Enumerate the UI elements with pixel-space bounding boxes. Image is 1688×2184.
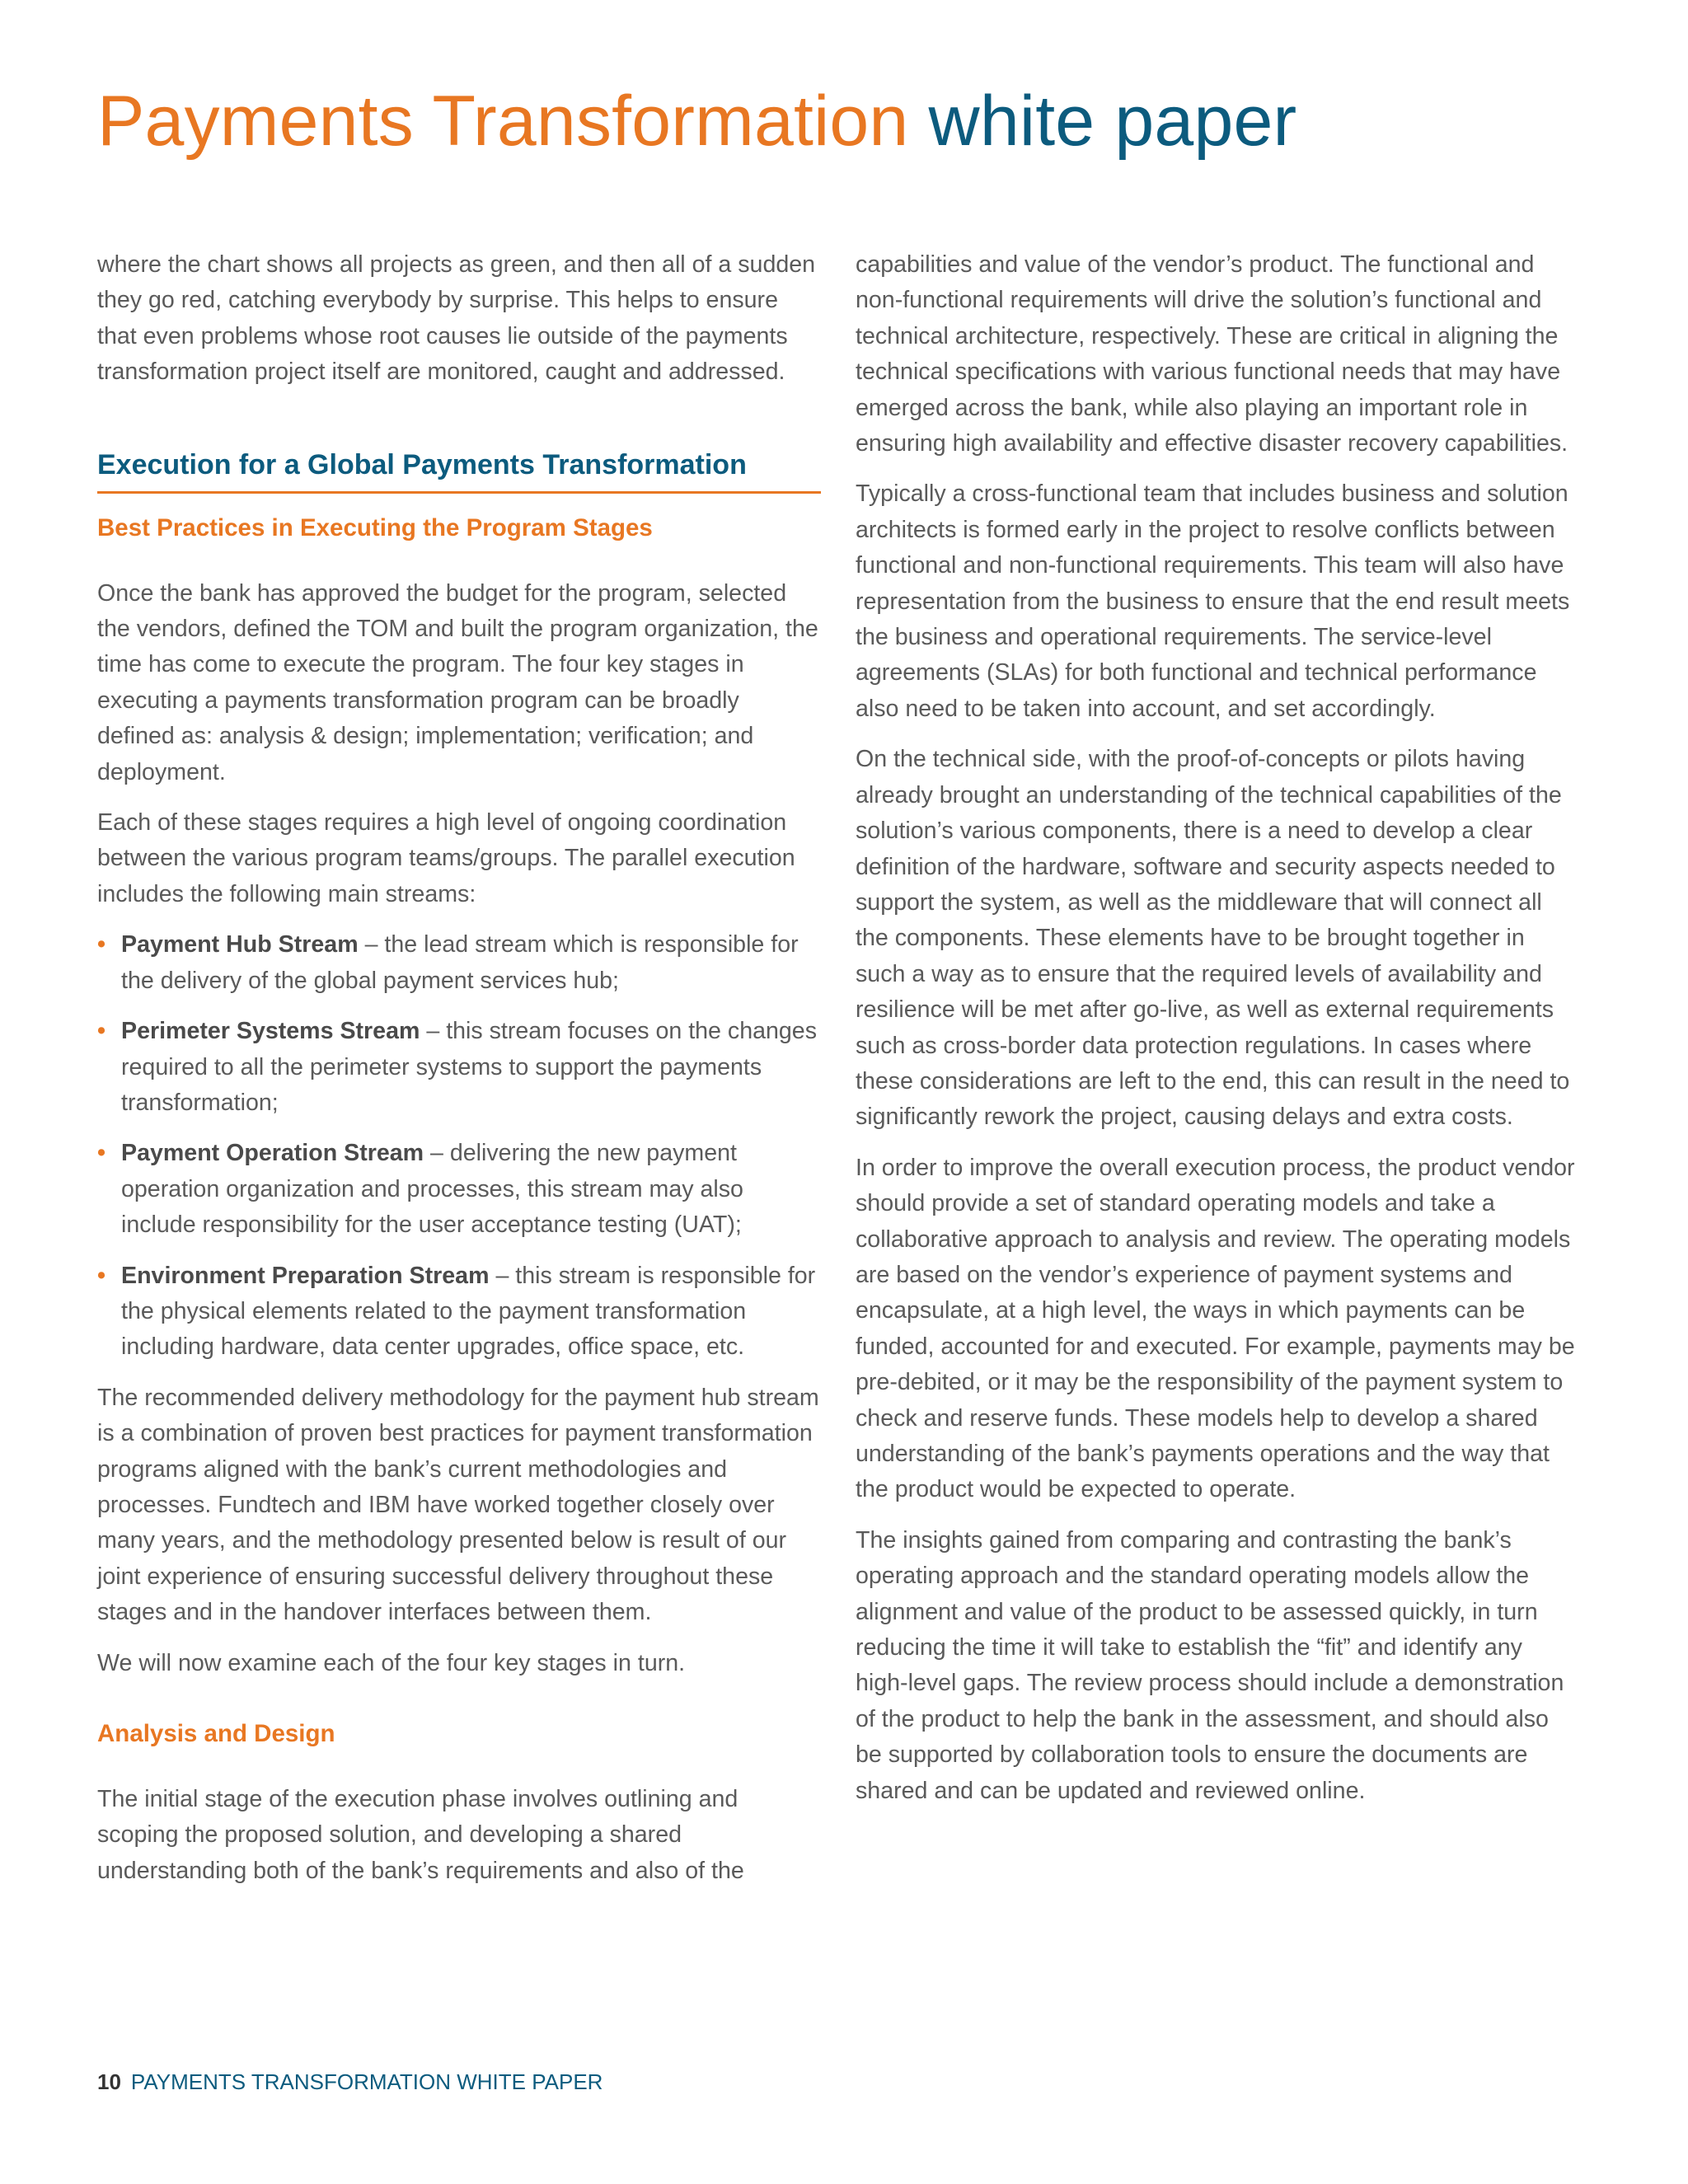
body-paragraph: Each of these stages requires a high level of ongoing coordination between the various program teams/groups. The parallel execution includes the following main streams: xyxy=(97,809,795,907)
page-title-blue: white paper xyxy=(928,82,1297,161)
intro-paragraph: where the chart shows all projects as green, and then all of a sudden they go red, catching everybody by surprise. This helps to ensure that even problems whose root causes lie outside of the payments transformation project itself are monitored, caught and addressed. xyxy=(97,251,816,386)
page-title xyxy=(97,81,1296,162)
bullet-term: Environment Preparation Stream xyxy=(121,1262,490,1289)
bullet-term: Perimeter Systems Stream xyxy=(121,1018,420,1045)
page-number: 10 xyxy=(97,2069,121,2094)
bullet-text: – this stream is responsible for the physical elements related to the payment transformation including hardware, data center upgrades, office space, etc. xyxy=(121,1262,816,1361)
sub-heading-analysis-design: Analysis and Design xyxy=(97,1720,335,1747)
body-paragraph: We will now examine each of the four key stages in turn. xyxy=(97,1649,686,1676)
body-paragraph: On the technical side, with the proof-of-concepts or pilots having already brought an understanding of the technical capabilities of the solution’s various components, there is a need to develop a clear definition of the hardware, software and security aspects needed to support the system, as well as the middleware that will connect all the components. These elements have to be brought together in such a way as to ensure that the required levels of availability and resilience will be met after go-live, as well as external requirements such as cross-border data protection regulations. In cases where these considerations are left to the end, this can result in the need to significantly rework the project, causing delays and extra costs. xyxy=(856,746,1570,1131)
right-column xyxy=(856,247,1581,1824)
section-heading: Execution for a Global Payments Transformation xyxy=(97,445,821,494)
bullet-text: – this stream focuses on the changes required to all the perimeter systems to support the payments transformation; xyxy=(121,1018,818,1116)
list-item xyxy=(97,1014,821,1121)
bullet-term: Payment Hub Stream xyxy=(121,931,359,958)
bullet-term: Payment Operation Stream xyxy=(121,1140,424,1167)
body-paragraph: capabilities and value of the vendor’s product. The functional and non-functional requirements will drive the solution’s functional and technical architecture, respectively. These are critical in aligning the technical specifications with various functional needs that may have emerged across the bank, while also playing an important role in ensuring high availability and effective disaster recovery capabilities. xyxy=(856,251,1568,457)
left-column xyxy=(97,247,821,1904)
page-footer xyxy=(97,2067,603,2097)
list-item xyxy=(97,927,821,999)
sub-heading-best-practices: Best Practices in Executing the Program Stages xyxy=(97,513,653,541)
streams-list xyxy=(97,927,821,1365)
body-paragraph: The initial stage of the execution phase involves outlining and scoping the proposed solution, and developing a shared understanding both of the bank’s requirements and also of the xyxy=(97,1786,744,1884)
body-paragraph: The recommended delivery methodology for the payment hub stream is a combination of proven best practices for payment transformation programs aligned with the bank’s current methodologies and processes. Fundtech and IBM have worked together closely over many years, and the methodology presented below is result of our joint experience of ensuring successful delivery throughout these stages and in the handover interfaces between them. xyxy=(97,1384,819,1626)
list-item xyxy=(97,1258,821,1366)
list-item xyxy=(97,1136,821,1243)
bullet-icon: • xyxy=(97,1018,106,1045)
bullet-icon: • xyxy=(97,1140,106,1167)
bullet-icon: • xyxy=(97,1262,106,1289)
page-title-orange: Payments Transformation xyxy=(97,82,909,161)
bullet-text: – delivering the new payment operation organization and processes, this stream may also include responsibility for the user acceptance testing (UAT); xyxy=(121,1140,743,1239)
body-paragraph: In order to improve the overall execution process, the product vendor should provide a set of standard operating models and take a collaborative approach to analysis and review. The operating models are based on the vendor’s experience of payment systems and encapsulate, at a high level, the ways in which payments can be funded, accounted for and executed. For example, payments may be pre-debited, or it may be the responsibility of the payment system to check and reserve funds. These models help to develop a shared understanding of the bank’s payments operations and the way that the product would be expected to operate. xyxy=(856,1154,1575,1503)
body-paragraph: Once the bank has approved the budget for the program, selected the vendors, defined the TOM and built the program organization, the time has come to execute the program. The four key stages in executing a payments transformation program can be broadly defined as: analysis & design; implementation; verification; and deployment. xyxy=(97,579,818,785)
footer-label: PAYMENTS TRANSFORMATION WHITE PAPER xyxy=(130,2069,603,2094)
body-paragraph: The insights gained from comparing and contrasting the bank’s operating approach and the standard operating models allow the alignment and value of the product to be assessed quickly, in turn reducing the time it will take to establish the “fit” and identify any high-level gaps. The review process should include a demonstration of the product to help the bank in the assessment, and should also be supported by collaboration tools to ensure the documents are shared and can be updated and reviewed online. xyxy=(856,1526,1564,1804)
body-paragraph: Typically a cross-functional team that includes business and solution architects is formed early in the project to resolve conflicts between functional and non-functional requirements. This team will also have representation from the business to ensure that the end result meets the business and operational requirements. The service-level agreements (SLAs) for both functional and technical performance also need to be taken into account, and set accordingly. xyxy=(856,480,1570,722)
bullet-text: – the lead stream which is responsible for the delivery of the global payment services hub; xyxy=(121,931,799,994)
bullet-icon: • xyxy=(97,931,106,958)
